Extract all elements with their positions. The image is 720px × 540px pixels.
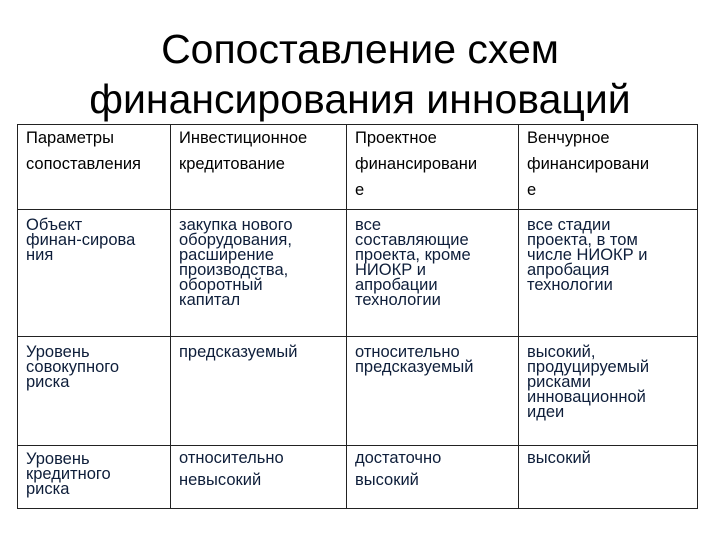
slide-title-line-2: финансирования инноваций xyxy=(89,76,631,122)
table-cell: Объект финан-сирова ния xyxy=(18,210,171,337)
header-cell-project-financing: Проектное финансировани е xyxy=(347,125,519,210)
header-cell-venture-financing: Венчурное финансировани е xyxy=(519,125,698,210)
table-cell: Уровень кредитного риска xyxy=(18,446,171,509)
comparison-table xyxy=(17,124,698,509)
table-cell: все стадии проекта, в том числе НИОКР и апробация технологии xyxy=(519,210,698,337)
table-row xyxy=(18,337,698,446)
header-cell-investment-lending: Инвестиционное кредитование xyxy=(171,125,347,210)
slide-title-line-1: Сопоставление схем xyxy=(161,26,559,72)
header-cell-parameters: Параметры сопоставления xyxy=(18,125,171,210)
table-header-row xyxy=(18,125,698,210)
table-cell: относительно предсказуемый xyxy=(347,337,519,446)
table-cell: все составляющие проекта, кроме НИОКР и апробации технологии xyxy=(347,210,519,337)
table-cell: достаточно высокий xyxy=(347,446,519,509)
table-cell: высокий xyxy=(519,446,698,509)
table-cell: закупка нового оборудования, расширение производства, оборотный капитал xyxy=(171,210,347,337)
table-cell: высокий, продуцируемый рисками инновационной идеи xyxy=(519,337,698,446)
table-cell: Уровень совокупного риска xyxy=(18,337,171,446)
slide-title xyxy=(0,24,720,124)
table-cell: предсказуемый xyxy=(171,337,347,446)
table-cell: относительно невысокий xyxy=(171,446,347,509)
table-row xyxy=(18,210,698,337)
table-row xyxy=(18,446,698,509)
